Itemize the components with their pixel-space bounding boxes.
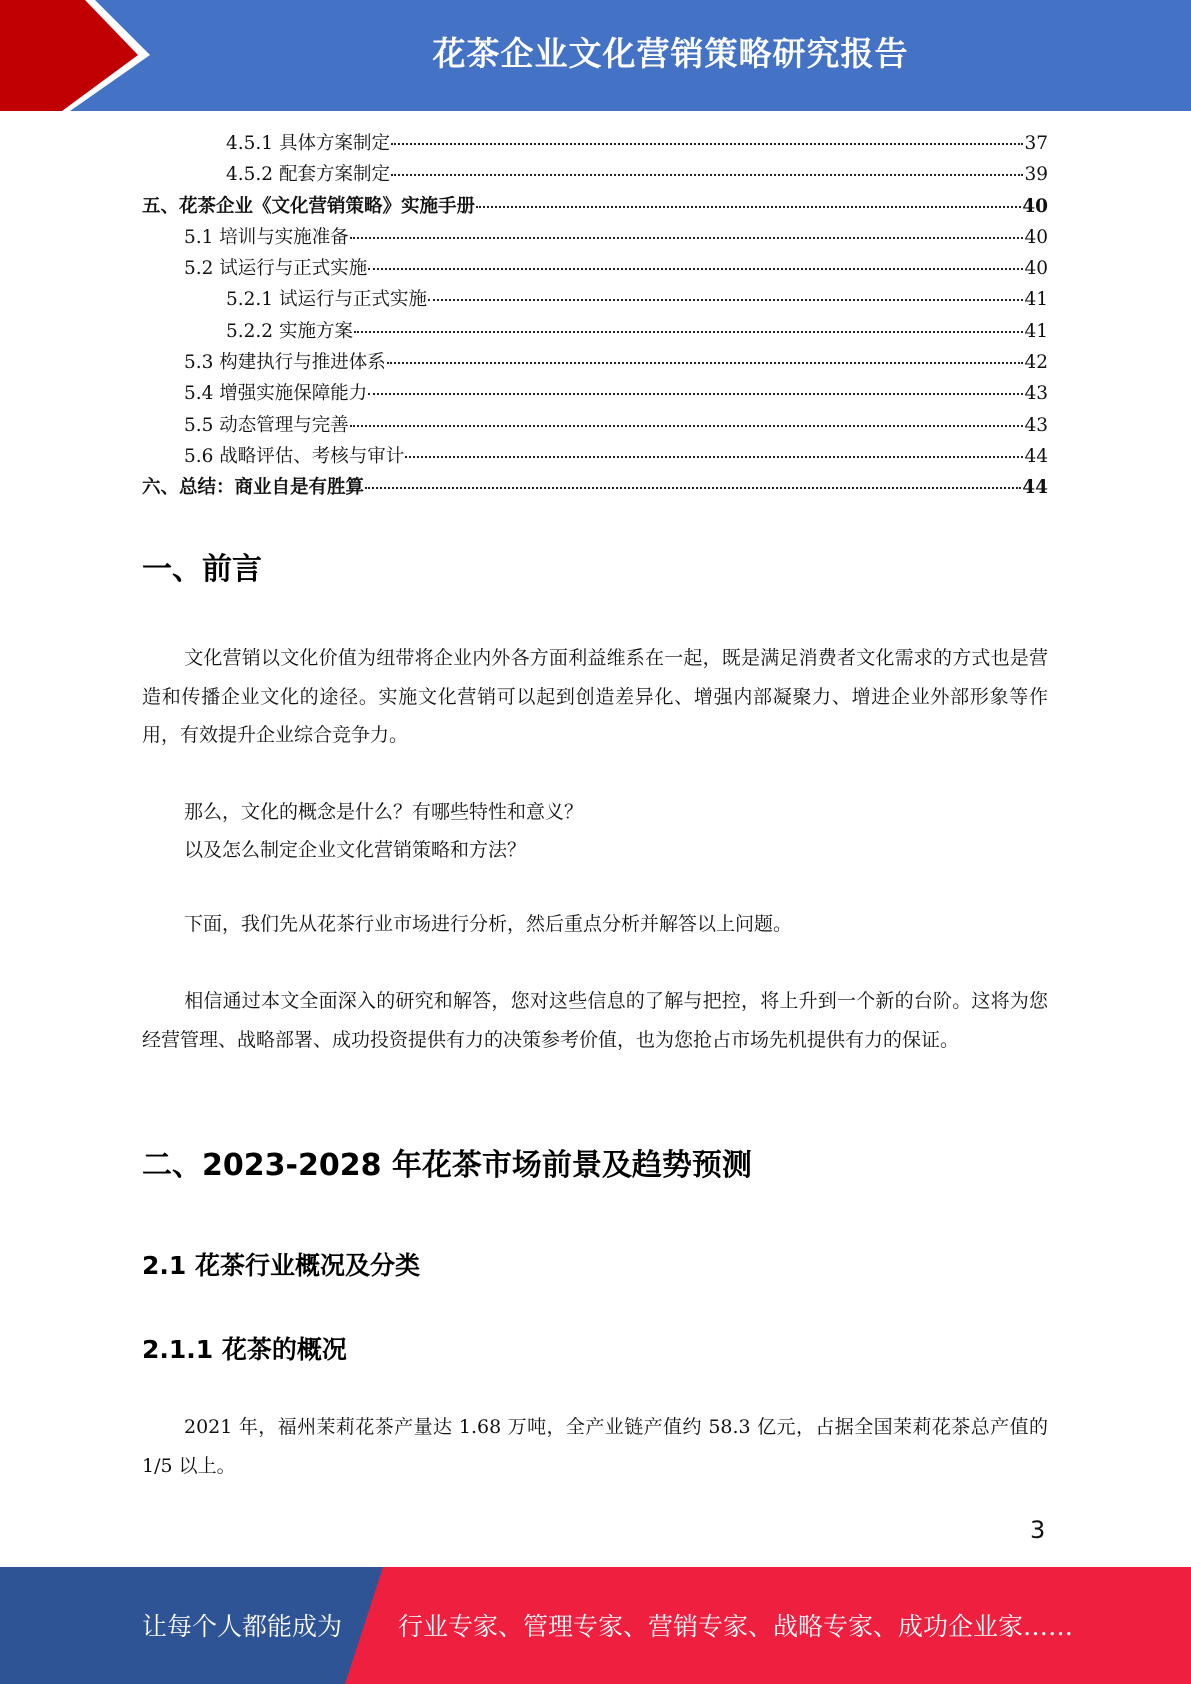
paragraph: 下面，我们先从花茶行业市场进行分析，然后重点分析并解答以上问题。 xyxy=(184,913,793,935)
toc-dot-leader xyxy=(391,143,1023,145)
toc-entry-title: 5.2.2 实施方案 xyxy=(226,320,353,342)
toc-dot-leader xyxy=(368,393,1023,395)
paragraph: 相信通过本文全面深入的研究和解答，您对这些信息的了解与把控，将上升到一个新的台阶。这将为您经营管理、战略部署、成功投资提供有力的决策参考价值，也为您抢占市场先机提供有力的保证。 xyxy=(142,990,1048,1051)
toc-entry-title: 4.5.2 配套方案制定 xyxy=(226,164,390,186)
toc-entry-page: 37 xyxy=(1024,133,1048,154)
toc-entry-title: 5.2 试运行与正式实施 xyxy=(184,258,368,280)
toc-entry[interactable] xyxy=(142,159,1048,190)
toc-entry-title: 4.5.1 具体方案制定 xyxy=(226,133,390,154)
page-number: 3 xyxy=(1030,1516,1046,1544)
toc-entry-title: 五、花茶企业《文化营销策略》实施手册 xyxy=(142,195,476,217)
report-title: 花茶企业文化营销策略研究报告 xyxy=(432,34,909,73)
toc-entry-title: 5.5 动态管理与完善 xyxy=(184,414,349,436)
toc-dot-leader xyxy=(368,268,1023,270)
toc-entry-page: 44 xyxy=(1022,477,1048,499)
toc-entry-page: 44 xyxy=(1024,445,1048,467)
toc-entry-page: 41 xyxy=(1024,289,1048,311)
question-line: 以及怎么制定企业文化营销策略和方法？ xyxy=(184,839,527,861)
toc-dot-leader xyxy=(365,487,1021,489)
toc-entry[interactable] xyxy=(142,410,1048,441)
toc-dot-leader xyxy=(350,425,1024,427)
toc-dot-leader xyxy=(391,174,1023,176)
toc-entry-title: 六、总结：商业自是有胜算 xyxy=(142,477,365,499)
subsection-heading: 2.1.1 花茶的概况 xyxy=(142,1335,347,1364)
toc-entry-title: 5.1 培训与实施准备 xyxy=(184,226,349,248)
toc-entry-title: 5.4 增强实施保障能力 xyxy=(184,383,368,405)
paragraph: 文化营销以文化价值为纽带将企业内外各方面利益维系在一起，既是满足消费者文化需求的方式也是营造和传播企业文化的途径。实施文化营销可以起到创造差异化、增强内部凝聚力、增进企业外部形象等作用，有效提升企业综合竞争力。 xyxy=(142,647,1048,746)
toc-entry-title: 5.3 构建执行与推进体系 xyxy=(184,352,386,374)
toc-entry[interactable] xyxy=(142,191,1048,222)
toc-entry[interactable] xyxy=(142,253,1048,284)
question-line: 那么，文化的概念是什么？有哪些特性和意义？ xyxy=(184,801,584,823)
toc-entry-page: 40 xyxy=(1024,226,1048,248)
toc-entry[interactable] xyxy=(142,316,1048,347)
toc-entry-page: 40 xyxy=(1022,195,1048,217)
toc-dot-leader xyxy=(387,362,1024,364)
toc-dot-leader xyxy=(405,456,1023,458)
toc-entry-page: 43 xyxy=(1024,414,1048,436)
toc-entry-page: 41 xyxy=(1024,320,1048,342)
toc-entry[interactable] xyxy=(142,284,1048,315)
header-banner xyxy=(0,0,1191,111)
toc-entry[interactable] xyxy=(142,441,1048,472)
toc-entry[interactable] xyxy=(142,222,1048,253)
toc-entry[interactable] xyxy=(142,378,1048,409)
toc-entry-page: 43 xyxy=(1024,383,1048,405)
subsection-heading: 2.1 花茶行业概况及分类 xyxy=(142,1251,420,1280)
toc-entry-page: 40 xyxy=(1024,258,1048,280)
toc-entry[interactable] xyxy=(142,128,1048,159)
section-heading-preface: 一、前言 xyxy=(142,552,262,587)
toc-entry[interactable] xyxy=(142,472,1048,503)
footer-slogan-left: 让每个人都能成为 xyxy=(142,1612,343,1641)
toc-entry-title: 5.2.1 试运行与正式实施 xyxy=(226,289,427,311)
table-of-contents xyxy=(142,128,1048,504)
toc-entry-title: 5.6 战略评估、考核与审计 xyxy=(184,445,405,467)
toc-dot-leader xyxy=(476,206,1021,208)
toc-entry-page: 42 xyxy=(1024,352,1048,374)
toc-dot-leader xyxy=(350,237,1024,239)
toc-entry[interactable] xyxy=(142,347,1048,378)
footer-slogan-right: 行业专家、管理专家、营销专家、战略专家、成功企业家…… xyxy=(398,1612,1074,1641)
footer-banner xyxy=(0,1567,1191,1684)
toc-dot-leader xyxy=(428,299,1023,301)
section-heading-market: 二、2023-2028 年花茶市场前景及趋势预测 xyxy=(142,1148,752,1183)
paragraph: 2021 年，福州茉莉花茶产量达 1.68 万吨，全产业链产值约 58.3 亿元，占据全国茉莉花茶总产值的 1/5 以上。 xyxy=(142,1416,1048,1477)
toc-entry-page: 39 xyxy=(1024,164,1048,186)
toc-dot-leader xyxy=(354,331,1024,333)
